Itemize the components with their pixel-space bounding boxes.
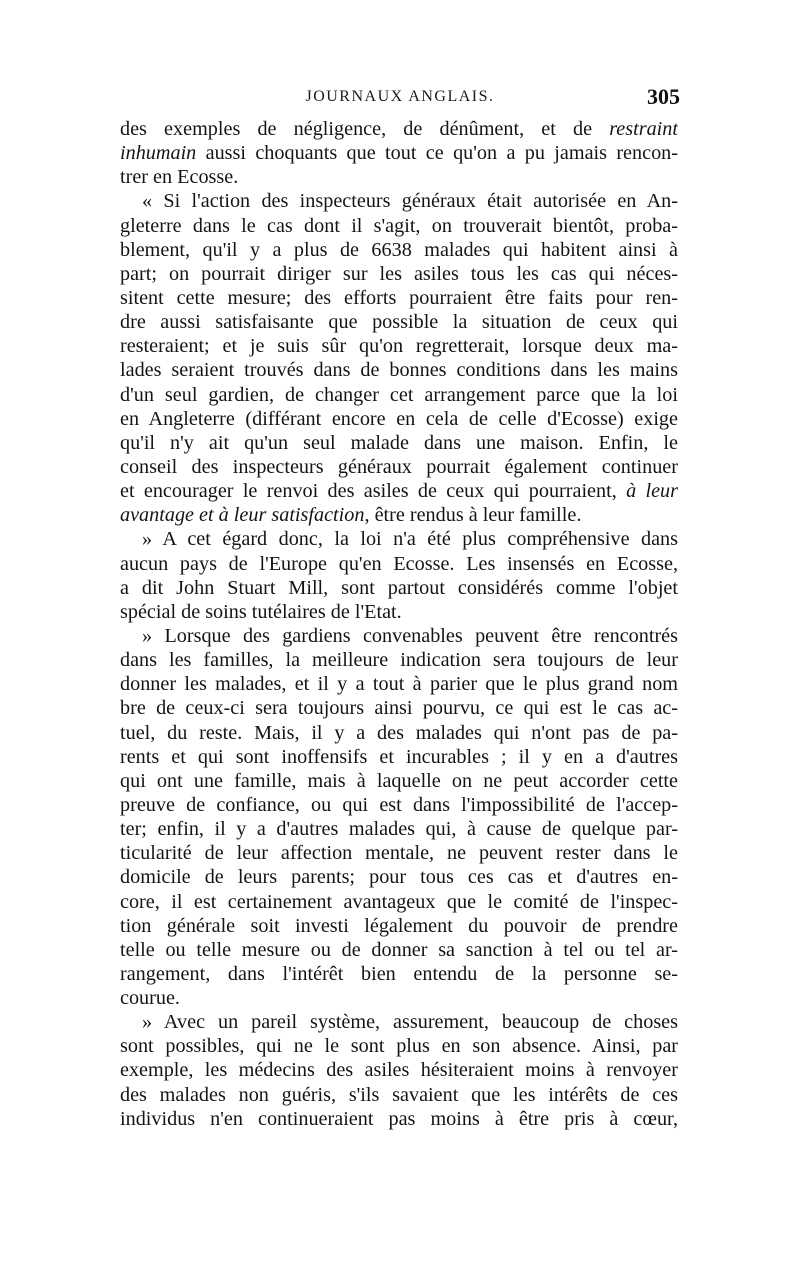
text-line — [120, 938, 678, 962]
running-head — [120, 84, 680, 112]
italic-text: à leur — [626, 480, 678, 503]
text-line — [120, 962, 678, 986]
text-segment: en Angleterre (différant encore en cela de celle d'Ecosse) exige — [120, 407, 678, 430]
text-segment: courue. — [120, 987, 180, 1010]
text-segment: » Lorsque des gardiens convenables peuvent être rencontrés — [142, 624, 678, 647]
body-text — [120, 117, 678, 1131]
text-segment: individus n'en continueraient pas moins à être pris à cœur, — [120, 1107, 678, 1130]
text-line — [120, 648, 678, 672]
text-line — [120, 624, 678, 648]
text-line — [120, 1107, 678, 1131]
text-line — [120, 841, 678, 865]
text-line — [120, 865, 678, 889]
text-line — [120, 721, 678, 745]
text-line — [120, 817, 678, 841]
text-segment: ter; enfin, il y a d'autres malades qui, à cause de quelque par- — [120, 818, 678, 841]
text-line — [120, 214, 678, 238]
text-line — [120, 455, 678, 479]
text-segment: tuel, du reste. Mais, il y a des malades qui n'ont pas de pa- — [120, 721, 678, 744]
text-segment: des exemples de négligence, de dénûment, et de — [120, 118, 610, 140]
text-line — [120, 1058, 678, 1082]
text-line — [120, 527, 678, 551]
text-line — [120, 262, 678, 286]
text-line — [120, 189, 678, 213]
text-segment: sont possibles, qui ne le sont plus en son absence. Ainsi, par — [120, 1035, 678, 1058]
text-line — [120, 334, 678, 358]
text-segment: spécial de soins tutélaires de l'Etat. — [120, 600, 402, 623]
text-line — [120, 914, 678, 938]
text-segment: preuve de confiance, ou qui est dans l'impossibilité de l'accep- — [120, 793, 678, 816]
text-line — [120, 1010, 678, 1034]
text-segment: aucun pays de l'Europe qu'en Ecosse. Les insensés en Ecosse, — [120, 552, 678, 575]
text-line — [120, 600, 678, 624]
text-line — [120, 286, 678, 310]
text-segment: domicile de leurs parents; pour tous ces cas et d'autres en- — [120, 866, 678, 889]
text-segment: blement, qu'il y a plus de 6638 malades qui habitent ainsi à — [120, 238, 678, 261]
text-line — [120, 793, 678, 817]
text-segment: telle ou telle mesure ou de donner sa sanction à tel ou tel ar- — [120, 938, 678, 961]
text-segment: ticularité de leur affection mentale, ne peuvent rester dans le — [120, 842, 678, 865]
text-segment: rents et qui sont inoffensifs et incurables ; il y en a d'autres — [120, 745, 678, 768]
text-segment: » A cet égard donc, la loi n'a été plus compréhensive dans — [142, 528, 678, 551]
text-segment: des malades non guéris, s'ils savaient que les intérêts de ces — [120, 1083, 678, 1106]
text-line — [120, 383, 678, 407]
text-segment: sitent cette mesure; des efforts pourraient être faits pour ren- — [120, 286, 678, 309]
text-line — [120, 576, 678, 600]
text-line — [120, 358, 678, 382]
italic-text: avantage et à leur satisfaction — [120, 504, 365, 527]
text-line — [120, 1034, 678, 1058]
text-line — [120, 696, 678, 720]
page-number: 305 — [647, 84, 680, 109]
text-segment: bre de ceux-ci sera toujours ainsi pourvu, ce qui est le cas ac- — [120, 697, 678, 720]
text-segment: a dit John Stuart Mill, sont partout considérés comme l'objet — [120, 576, 678, 599]
text-line — [120, 310, 678, 334]
text-segment: conseil des inspecteurs généraux pourrait également continuer — [120, 455, 678, 478]
text-segment: resteraient; et je suis sûr qu'on regretterait, lorsque deux ma- — [120, 335, 678, 358]
italic-text: restraint — [609, 118, 678, 140]
text-line — [120, 1083, 678, 1107]
text-line — [120, 141, 678, 165]
text-line — [120, 117, 678, 141]
text-segment: part; on pourrait diriger sur les asiles tous les cas qui néces- — [120, 262, 678, 285]
text-line — [120, 745, 678, 769]
text-line — [120, 431, 678, 455]
text-segment: dre aussi satisfaisante que possible la situation de ceux qui — [120, 311, 678, 334]
text-line — [120, 407, 678, 431]
text-segment: donner les malades, et il y a tout à parier que le plus grand nom — [120, 673, 678, 696]
text-line — [120, 479, 678, 503]
text-segment: d'un seul gardien, de changer cet arrangement parce que la loi — [120, 383, 678, 406]
text-line — [120, 672, 678, 696]
text-segment: « Si l'action des inspecteurs généraux était autorisée en An- — [142, 190, 678, 213]
text-segment: tion générale soit investi légalement du pouvoir de prendre — [120, 914, 678, 937]
text-line — [120, 890, 678, 914]
text-segment: trer en Ecosse. — [120, 166, 239, 189]
text-segment: aussi choquants que tout ce qu'on a pu jamais rencon- — [196, 142, 678, 165]
text-line — [120, 165, 678, 189]
text-line — [120, 503, 678, 527]
text-line — [120, 986, 678, 1010]
text-segment: gleterre dans le cas dont il s'agit, on trouverait bientôt, proba- — [120, 214, 678, 237]
text-line — [120, 769, 678, 793]
text-segment: qui ont une famille, mais à laquelle on ne peut accorder cette — [120, 769, 678, 792]
text-segment: dans les familles, la meilleure indication sera toujours de leur — [120, 649, 678, 672]
text-segment: core, il est certainement avantageux que le comité de l'inspec- — [120, 890, 678, 913]
text-segment: lades seraient trouvés dans de bonnes conditions dans les mains — [120, 359, 678, 382]
text-segment: , être rendus à leur famille. — [364, 504, 582, 527]
text-segment: et encourager le renvoi des asiles de ceux qui pourraient, — [120, 480, 627, 503]
text-segment: exemple, les médecins des asiles hésiteraient moins à renvoyer — [120, 1059, 678, 1082]
text-segment: qu'il n'y ait qu'un seul malade dans une maison. Enfin, le — [120, 431, 678, 454]
text-line — [120, 238, 678, 262]
italic-text: inhumain — [120, 142, 197, 165]
text-segment: rangement, dans l'intérêt bien entendu de la personne se- — [120, 962, 678, 985]
text-segment: » Avec un pareil système, assurement, beaucoup de choses — [142, 1011, 678, 1034]
running-title: JOURNAUX ANGLAIS. — [305, 88, 495, 105]
text-line — [120, 552, 678, 576]
